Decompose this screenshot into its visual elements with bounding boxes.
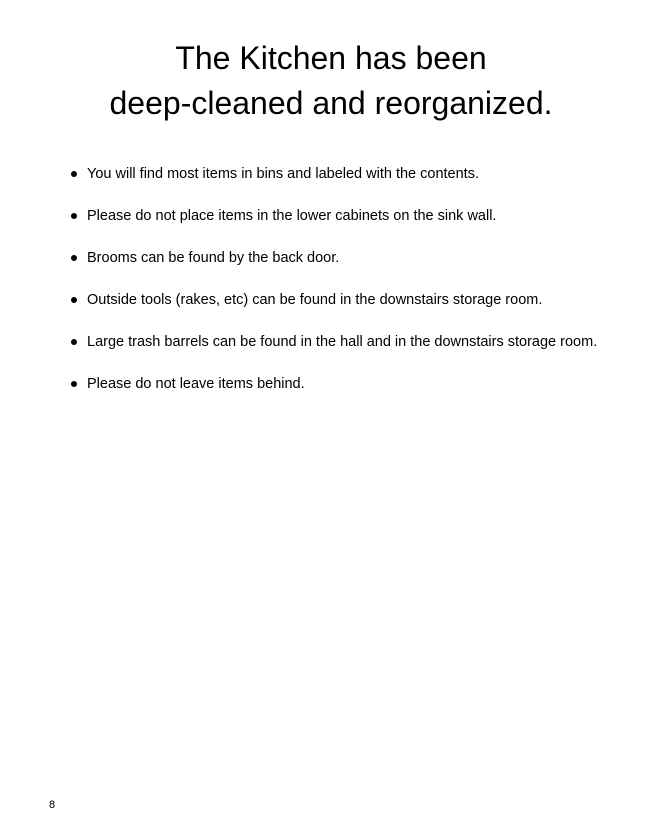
title-line-2: deep-cleaned and reorganized. [109,85,553,121]
bullet-item-bins [70,164,600,184]
bullet-item-trash-barrels [70,332,600,352]
bullet-item-outside-tools [70,290,600,310]
bullet-icon [71,213,77,219]
bullet-item-items-behind [70,374,600,394]
page-number: 8 [49,799,56,811]
bullet-text: Outside tools (rakes, etc) can be found in the downstairs storage room. [87,292,543,308]
bullet-text: You will find most items in bins and labeled with the contents. [87,166,479,182]
bullet-text: Please do not leave items behind. [87,376,305,392]
bullet-icon [71,381,77,387]
bullet-list [70,164,600,416]
bullet-text: Brooms can be found by the back door. [87,250,340,266]
page-title [0,36,654,126]
bullet-item-brooms [70,248,600,268]
bullet-item-lower-cabinets [70,206,600,226]
title-line-1: The Kitchen has been [175,40,487,76]
bullet-icon [71,339,77,345]
bullet-text: Please do not place items in the lower cabinets on the sink wall. [87,208,497,224]
bullet-icon [71,255,77,261]
bullet-icon [71,297,77,303]
bullet-text: Large trash barrels can be found in the hall and in the downstairs storage room. [87,334,598,350]
bullet-icon [71,171,77,177]
